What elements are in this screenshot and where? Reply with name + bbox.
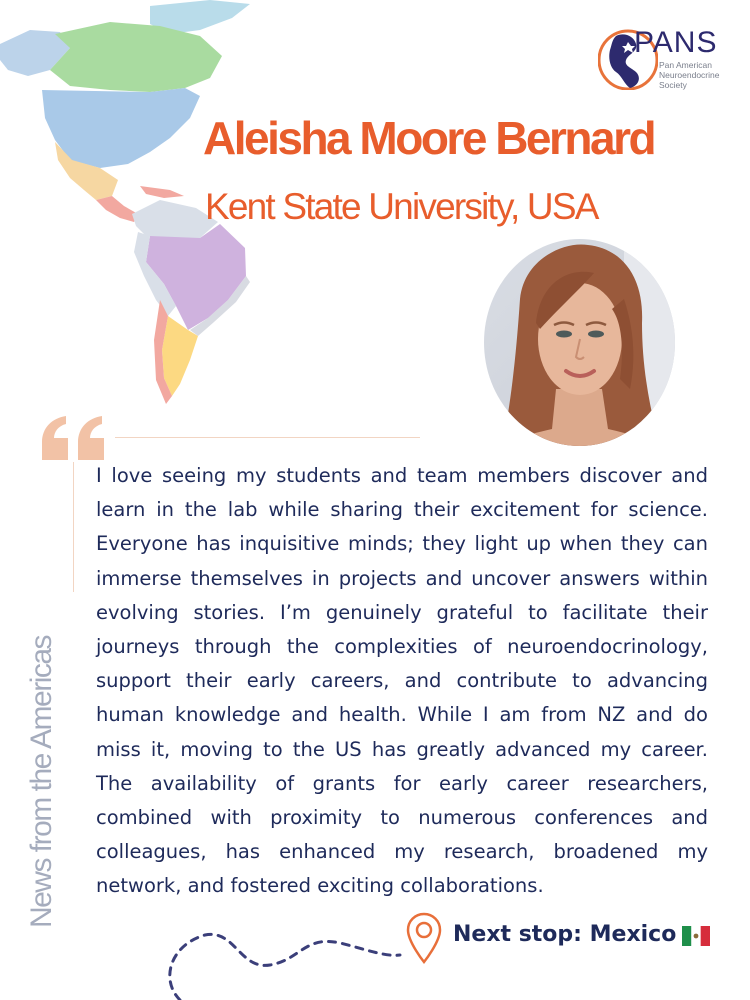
quote-mark-icon <box>40 414 108 462</box>
quote-divider-horizontal <box>115 437 420 438</box>
map-region-central-america <box>96 196 138 222</box>
series-label-text: News from the Americas <box>25 635 58 929</box>
location-pin-icon <box>405 912 443 964</box>
map-region-canada <box>50 22 222 92</box>
person-name: Aleisha Moore Bernard <box>203 112 655 164</box>
next-stop-label: Next stop: Mexico <box>453 922 677 947</box>
org-full-name: Pan American Neuroendocrine Society <box>659 60 720 90</box>
quote-divider-vertical <box>73 462 74 592</box>
mexico-flag-icon <box>682 926 710 946</box>
map-region-argentina <box>162 316 198 396</box>
org-acronym: PANS <box>634 26 718 59</box>
testimonial-quote: I love seeing my students and team members discover and learn in the lab while sharing their excitement for science. Everyone has inquisitive minds; they light up when they can immerse themselves in projects and uncover answers within evolving stories. I’m genuinely grateful to facilitate their journeys through the complexities of neuroendocrinology, support their early careers, and contribute to advancing human knowledge and health. While I am from NZ and do miss it, moving to the US has greatly advanced my career. The availability of grants for early career researchers, combined with proximity to numerous conferences and colleagues, has enhanced my research, broadened my network, and fostered exciting collaborations. <box>96 464 708 898</box>
person-affiliation: Kent State University, USA <box>205 186 598 227</box>
dashed-travel-path <box>150 925 410 1000</box>
profile-photo <box>484 239 675 446</box>
map-region-caribbean <box>140 186 184 198</box>
pans-logo <box>592 22 732 97</box>
